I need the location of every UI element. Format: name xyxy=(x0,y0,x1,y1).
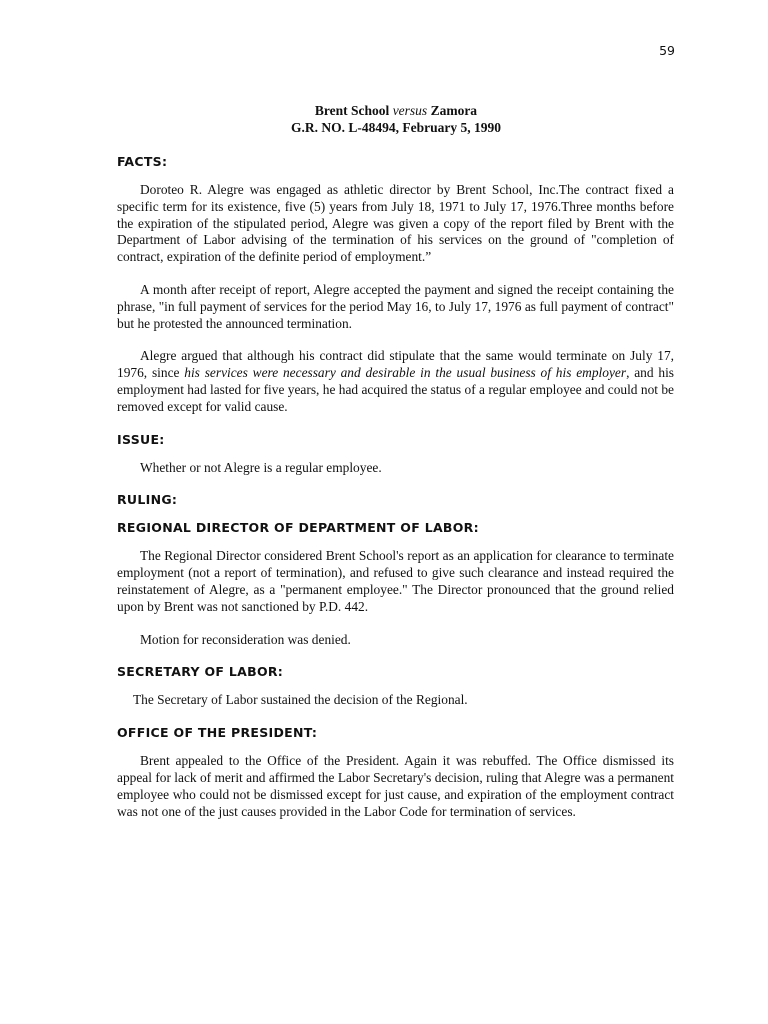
secretary-paragraph: The Secretary of Labor sustained the decision of the Regional. xyxy=(133,692,468,708)
case-title xyxy=(0,102,768,119)
facts-paragraph-2: A month after receipt of report, Alegre accepted the payment and signed the receipt containing the phrase, "in full payment of services for the period May 16, to July 17, 1976 as full payment of contract" but he protested the announced termination. xyxy=(117,281,674,331)
case-title-part1: Brent School xyxy=(314,103,393,118)
regional-director-paragraph-2: Motion for reconsideration was denied. xyxy=(140,631,351,647)
facts-heading: FACTS: xyxy=(117,154,168,169)
facts-paragraph-1: Doroteo R. Alegre was engaged as athletic director by Brent School, Inc.The contract fixed a specific term for its existence, five (5) years from July 18, 1971 to July 17, 1976.Three months before the expiration of the stipulated period, Alegre was given a copy of the report filed by Brent with the Department of Labor advising of the termination of his services on the ground of "completion of contract, expiration of the definite period of employment.” xyxy=(117,182,674,265)
president-paragraph: Brent appealed to the Office of the President. Again it was rebuffed. The Office dismissed its appeal for lack of merit and affirmed the Labor Secretary's decision, ruling that Alegre was a permanent employee who could not be dismissed except for just cause, and expiration of the employment contract was not one of the just causes provided in the Labor Code for termination of services. xyxy=(117,753,674,819)
ruling-heading: RULING: xyxy=(117,492,178,508)
case-title-versus: versus xyxy=(392,103,428,118)
case-citation: G.R. NO. L-48494, February 5, 1990 xyxy=(291,120,501,135)
facts-p3-italic: his services were necessary and desirable in the usual business of his employer xyxy=(184,365,627,381)
case-title-part2: Zamora xyxy=(427,103,478,118)
facts-p3-text-b: , and his employment had lasted for five years, he had acquired the status of a regular employee and could not be removed except for valid cause. xyxy=(117,365,674,414)
issue-heading: ISSUE: xyxy=(117,431,165,447)
issue-paragraph: Whether or not Alegre is a regular employee. xyxy=(140,459,382,475)
regional-director-heading: REGIONAL DIRECTOR OF DEPARTMENT OF LABOR: xyxy=(117,520,479,536)
president-heading: OFFICE OF THE PRESIDENT: xyxy=(117,725,318,741)
page-number: 59 xyxy=(659,43,675,58)
case-title-block xyxy=(0,102,768,136)
regional-director-paragraph-1: The Regional Director considered Brent School's report as an application for clearance to terminate employment (not a report of termination), and refused to give such clearance and instead required the reinstatement of Alegre, as a "permanent employee." The Director pronounced that the ground relied upon by Brent was not sanctioned by P.D. 442. xyxy=(117,548,674,614)
facts-paragraph-3 xyxy=(117,348,674,415)
secretary-heading: SECRETARY OF LABOR: xyxy=(117,664,284,680)
document-body xyxy=(117,154,674,836)
facts-p3-text-a: Alegre argued that although his contract did stipulate that the same would terminate on July 17, 1976, since xyxy=(117,348,674,381)
